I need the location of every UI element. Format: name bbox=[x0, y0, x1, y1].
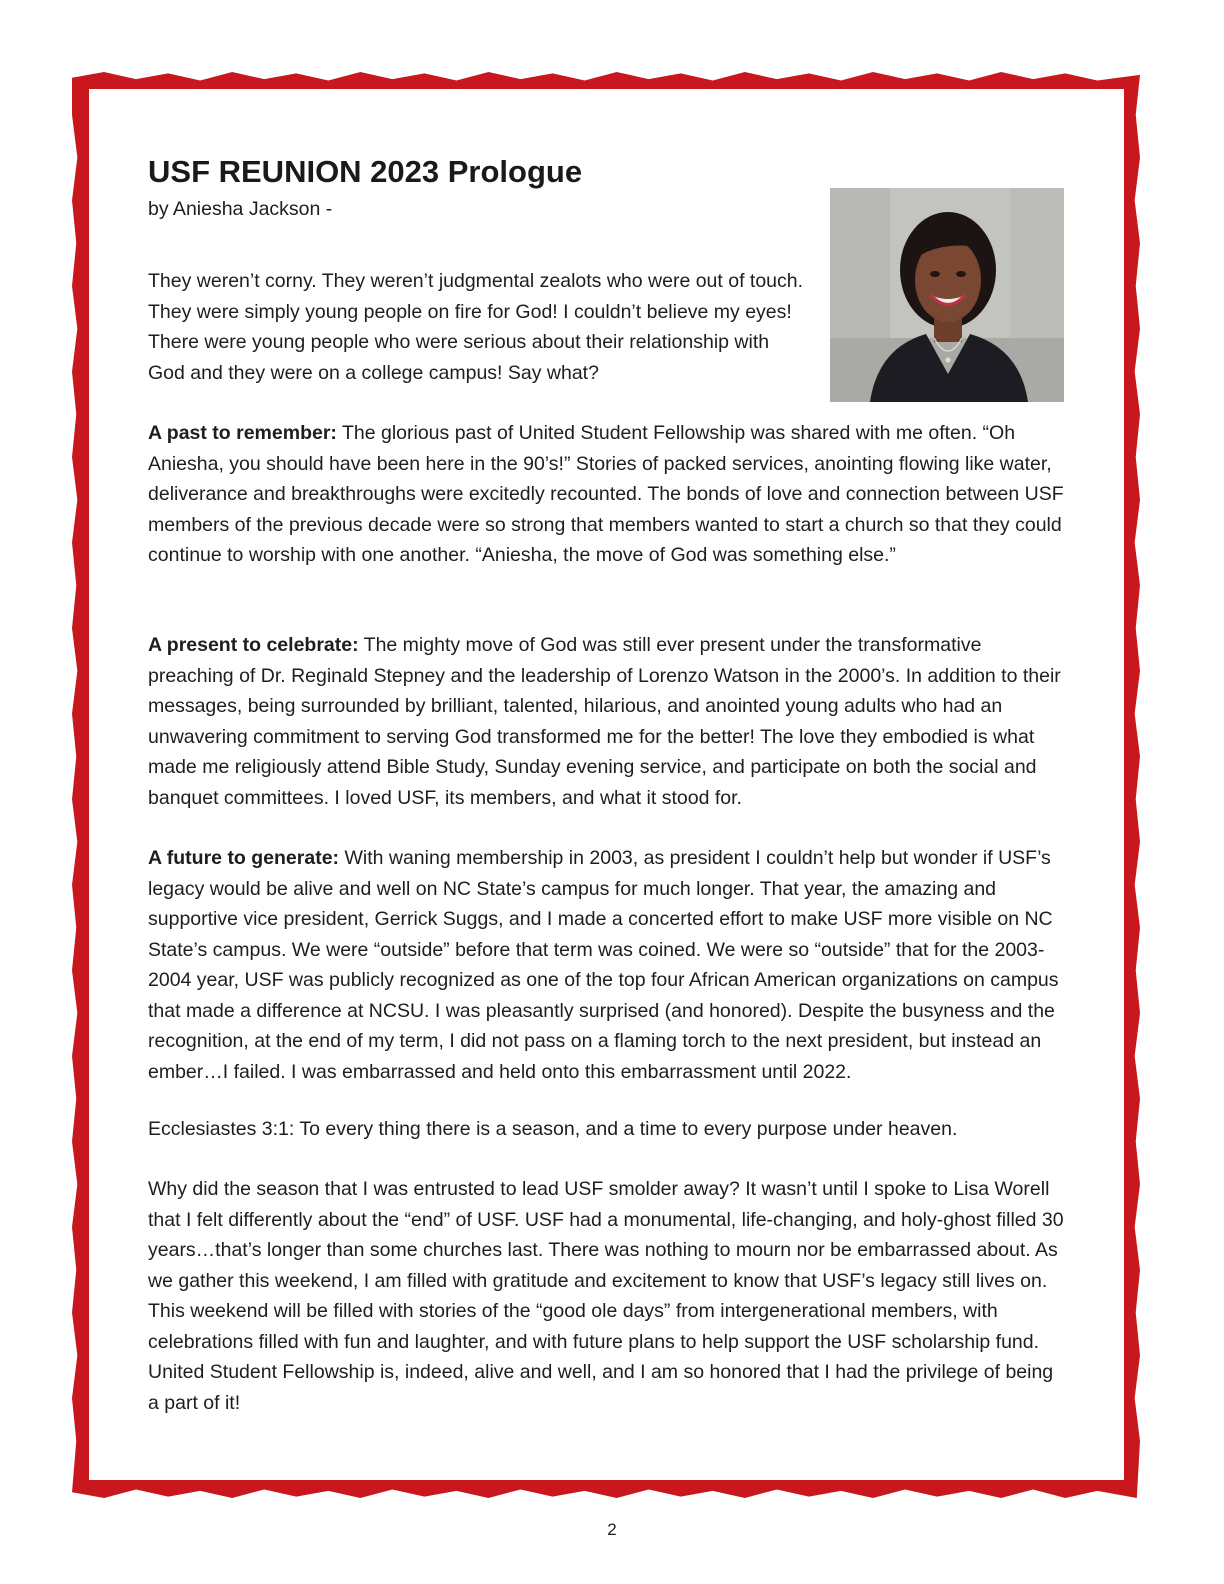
paragraph-lead: A future to generate: bbox=[148, 847, 340, 869]
paragraph-lead: A present to celebrate: bbox=[148, 634, 359, 656]
paragraph-closing bbox=[148, 1174, 1068, 1418]
paragraph-present bbox=[148, 630, 1068, 813]
paragraph-text: The mighty move of God was still ever present under the transformative preaching of Dr. Reginald Stepney and the leadership of Lorenzo Watson in the 2000’s. In addition to their messages, being surrounded by brilliant, talented, hilarious, and anointed young adults who had an unwavering commitment to serving God transformed me for the better! The love they embodied is what made me religiously attend Bible Study, Sunday evening service, and participate on both the social and banquet committees. I loved USF, its members, and what it stood for. bbox=[148, 634, 1061, 809]
author-photo bbox=[830, 188, 1064, 402]
article-byline: by Aniesha Jackson - bbox=[148, 198, 333, 220]
paragraph-text: They weren’t corny. They weren’t judgmental zealots who were out of touch. They were simply young people on fire for God! I couldn’t believe my eyes! There were young people who were serious about their relationship with God and they were on a college campus! Say what? bbox=[148, 270, 804, 384]
paragraph-future bbox=[148, 843, 1068, 1087]
article-title: USF REUNION 2023 Prologue bbox=[148, 154, 583, 189]
paragraph-past bbox=[148, 418, 1068, 571]
paragraph-lead: A past to remember: bbox=[148, 422, 337, 444]
paragraph-text: Why did the season that I was entrusted to lead USF smolder away? It wasn’t until I spoke to Lisa Worell that I felt differently about the “end” of USF. USF had a monumental, life-changing, and holy-ghost filled 30 years…that’s longer than some churches last. There was nothing to mourn nor be embarrassed about. As we gather this weekend, I am filled with gratitude and excitement to know that USF’s legacy still lives on. This weekend will be filled with stories of the “good ole days” from intergenerational members, with celebrations filled with fun and laughter, and with future plans to help support the USF scholarship fund. United Student Fellowship is, indeed, alive and well, and I am so honored that I had the privilege of being a part of it! bbox=[148, 1178, 1064, 1414]
paragraph-intro bbox=[148, 266, 808, 388]
paragraph-text: With waning membership in 2003, as president I couldn’t help but wonder if USF’s legacy would be alive and well on NC State’s campus for much longer. That year, the amazing and supportive vice president, Gerrick Suggs, and I made a concerted effort to make USF more visible on NC State’s campus. We were “outside” before that term was coined. We were so “outside” that for the 2003-2004 year, USF was publicly recognized as one of the top four African American organizations on campus that made a difference at NCSU. I was pleasantly surprised (and honored). Despite the busyness and the recognition, at the end of my term, I did not pass on a flaming torch to the next president, but instead an ember…I failed. I was embarrassed and held onto this embarrassment until 2022. bbox=[148, 847, 1059, 1083]
page-number: 2 bbox=[607, 1520, 617, 1539]
paragraph-scripture bbox=[148, 1114, 1068, 1145]
paragraph-text: The glorious past of United Student Fellowship was shared with me often. “Oh Aniesha, you should have been here in the 90’s!” Stories of packed services, anointing flowing like water, deliverance and breakthroughs were excitedly recounted. The bonds of love and connection between USF members of the previous decade were so strong that members wanted to start a church so that they could continue to worship with one another. “Aniesha, the move of God was something else.” bbox=[148, 422, 1064, 566]
paragraph-text: Ecclesiastes 3:1: To every thing there is a season, and a time to every purpose under heaven. bbox=[148, 1118, 958, 1140]
